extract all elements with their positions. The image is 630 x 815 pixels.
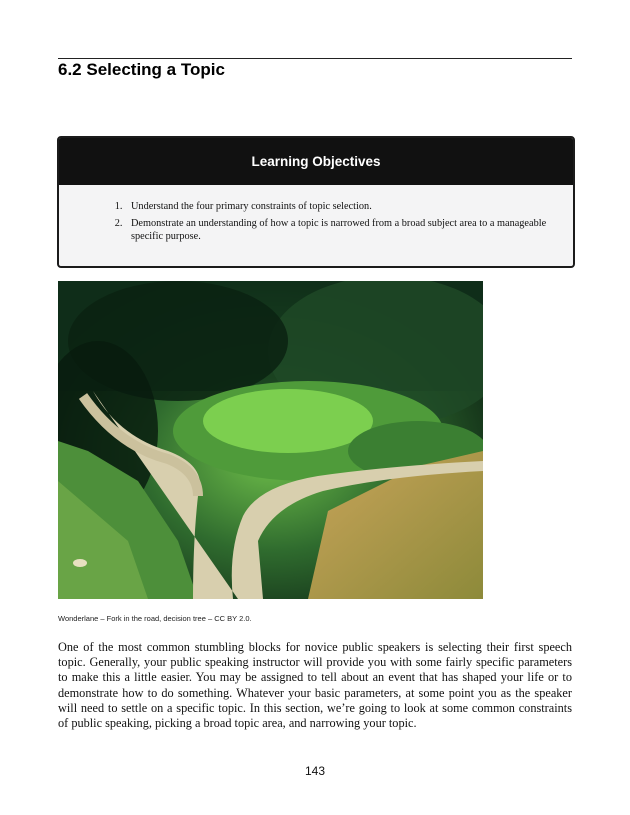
figure-caption: Wonderlane – Fork in the road, decision tree – CC BY 2.0. xyxy=(58,614,252,623)
page-number: 143 xyxy=(304,764,326,778)
section-rule xyxy=(58,58,572,59)
body-paragraph: One of the most common stumbling blocks for novice public speakers is selecting their first speech topic. Generally, your public speaking instructor will provide you with some fairly specific parameters to make this a little easier. You may be assigned to tell about an event that has shaped your life or to demonstrate how to do something. Whatever your basic parameters, at some point you as the speaker will need to settle on a specific topic. In this section, we’re going to look at some common constraints of public speaking, picking a broad topic area, and narrowing your topic. xyxy=(58,640,572,731)
objective-item: 1. Understand the four primary constraints of topic selection. xyxy=(125,200,553,214)
learning-objectives-header: Learning Objectives xyxy=(59,138,573,185)
fork-in-road-photo xyxy=(58,281,483,599)
section-title: 6.2 Selecting a Topic xyxy=(58,60,225,79)
objective-item: 2. Demonstrate an understanding of how a topic is narrowed from a broad subject area to a manageable specific purpose. xyxy=(125,217,553,244)
learning-objectives-box xyxy=(57,136,575,268)
learning-objectives-list xyxy=(59,185,573,244)
